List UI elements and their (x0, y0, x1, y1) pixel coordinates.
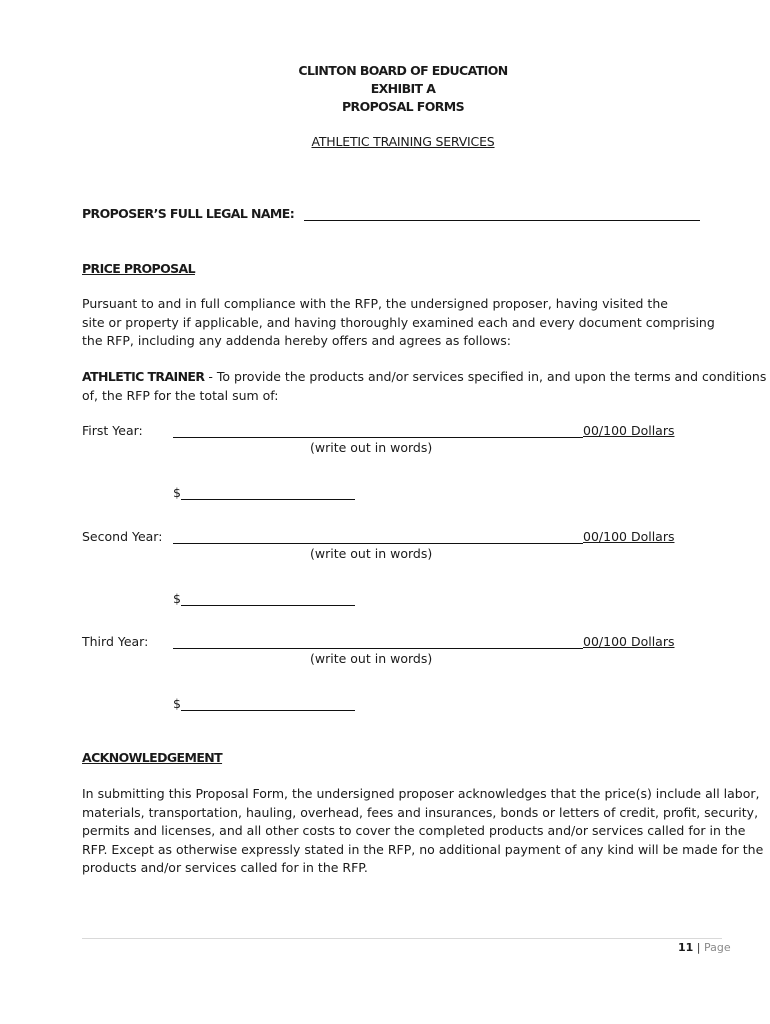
paragraph-line: products and/or services called for in the RFP. (82, 860, 368, 875)
second-year-dollars-text: 00/100 Dollars (583, 529, 675, 544)
third-year-amount-field[interactable] (181, 698, 355, 711)
header-form-title: PROPOSAL FORMS (341, 99, 465, 114)
header-org-name: CLINTON BOARD OF EDUCATION (298, 63, 508, 78)
document-header (0, 62, 770, 116)
paragraph-line: of, the RFP for the total sum of: (82, 387, 279, 403)
page-number (678, 941, 731, 954)
first-year-dollars-text: 00/100 Dollars (583, 423, 675, 438)
third-year-words-hint: (write out in words) (310, 651, 433, 666)
paragraph-line (82, 368, 766, 387)
proposer-name-field[interactable] (304, 206, 700, 221)
first-year-amount-row (173, 485, 355, 500)
second-year-label: Second Year: (82, 529, 163, 544)
document-subtitle: ATHLETIC TRAINING SERVICES (311, 134, 495, 149)
athletic-trainer-text: - To provide the products and/or services specified in, and upon the terms and conditions (204, 369, 767, 384)
paragraph-line: In submitting this Proposal Form, the undersigned proposer acknowledges that the price(s) include all labor, (82, 786, 760, 801)
paragraph-line: materials, transportation, hauling, overhead, fees and insurances, bonds or letters of credit, profit, security, (82, 804, 759, 820)
paragraph-line: Pursuant to and in full compliance with the RFP, the undersigned proposer, having visited the (82, 296, 668, 311)
second-year-amount-field[interactable] (181, 593, 355, 606)
price-proposal-heading: PRICE PROPOSAL (82, 261, 195, 276)
footer-divider (82, 938, 722, 939)
acknowledgement-heading: ACKNOWLEDGEMENT (82, 750, 223, 765)
athletic-trainer-paragraph (82, 368, 766, 405)
page-number-value: 11 (678, 941, 694, 954)
acknowledgement-paragraph (82, 785, 763, 878)
third-year-label: Third Year: (82, 634, 149, 649)
page-label: Page (704, 941, 731, 954)
athletic-trainer-label: ATHLETIC TRAINER (82, 369, 205, 384)
header-exhibit: EXHIBIT A (370, 81, 436, 96)
proposer-name-row (82, 206, 700, 221)
page-number-separator: | (693, 941, 705, 954)
proposer-name-label: PROPOSER’S FULL LEGAL NAME: (82, 206, 295, 221)
third-year-dollars-text: 00/100 Dollars (583, 634, 675, 649)
first-year-label: First Year: (82, 423, 143, 438)
paragraph-line: permits and licenses, and all other costs to cover the completed products and/or services called for in the (82, 823, 746, 838)
first-year-words-hint: (write out in words) (310, 440, 433, 455)
second-year-words-field[interactable] (173, 543, 583, 544)
paragraph-line: site or property if applicable, and having thoroughly examined each and every document comprising (82, 314, 715, 330)
first-year-amount-field[interactable] (181, 487, 355, 500)
dollar-sign: $ (173, 591, 181, 606)
paragraph-line: the RFP, including any addenda hereby offers and agrees as follows: (82, 333, 512, 348)
third-year-amount-row (173, 696, 355, 711)
price-proposal-paragraph (82, 295, 715, 351)
dollar-sign: $ (173, 696, 181, 711)
dollar-sign: $ (173, 485, 181, 500)
paragraph-line: RFP. Except as otherwise expressly stated in the RFP, no additional payment of any kind will be made for the (82, 841, 764, 857)
first-year-words-field[interactable] (173, 437, 583, 438)
second-year-amount-row (173, 591, 355, 606)
second-year-words-hint: (write out in words) (310, 546, 433, 561)
third-year-words-field[interactable] (173, 648, 583, 649)
